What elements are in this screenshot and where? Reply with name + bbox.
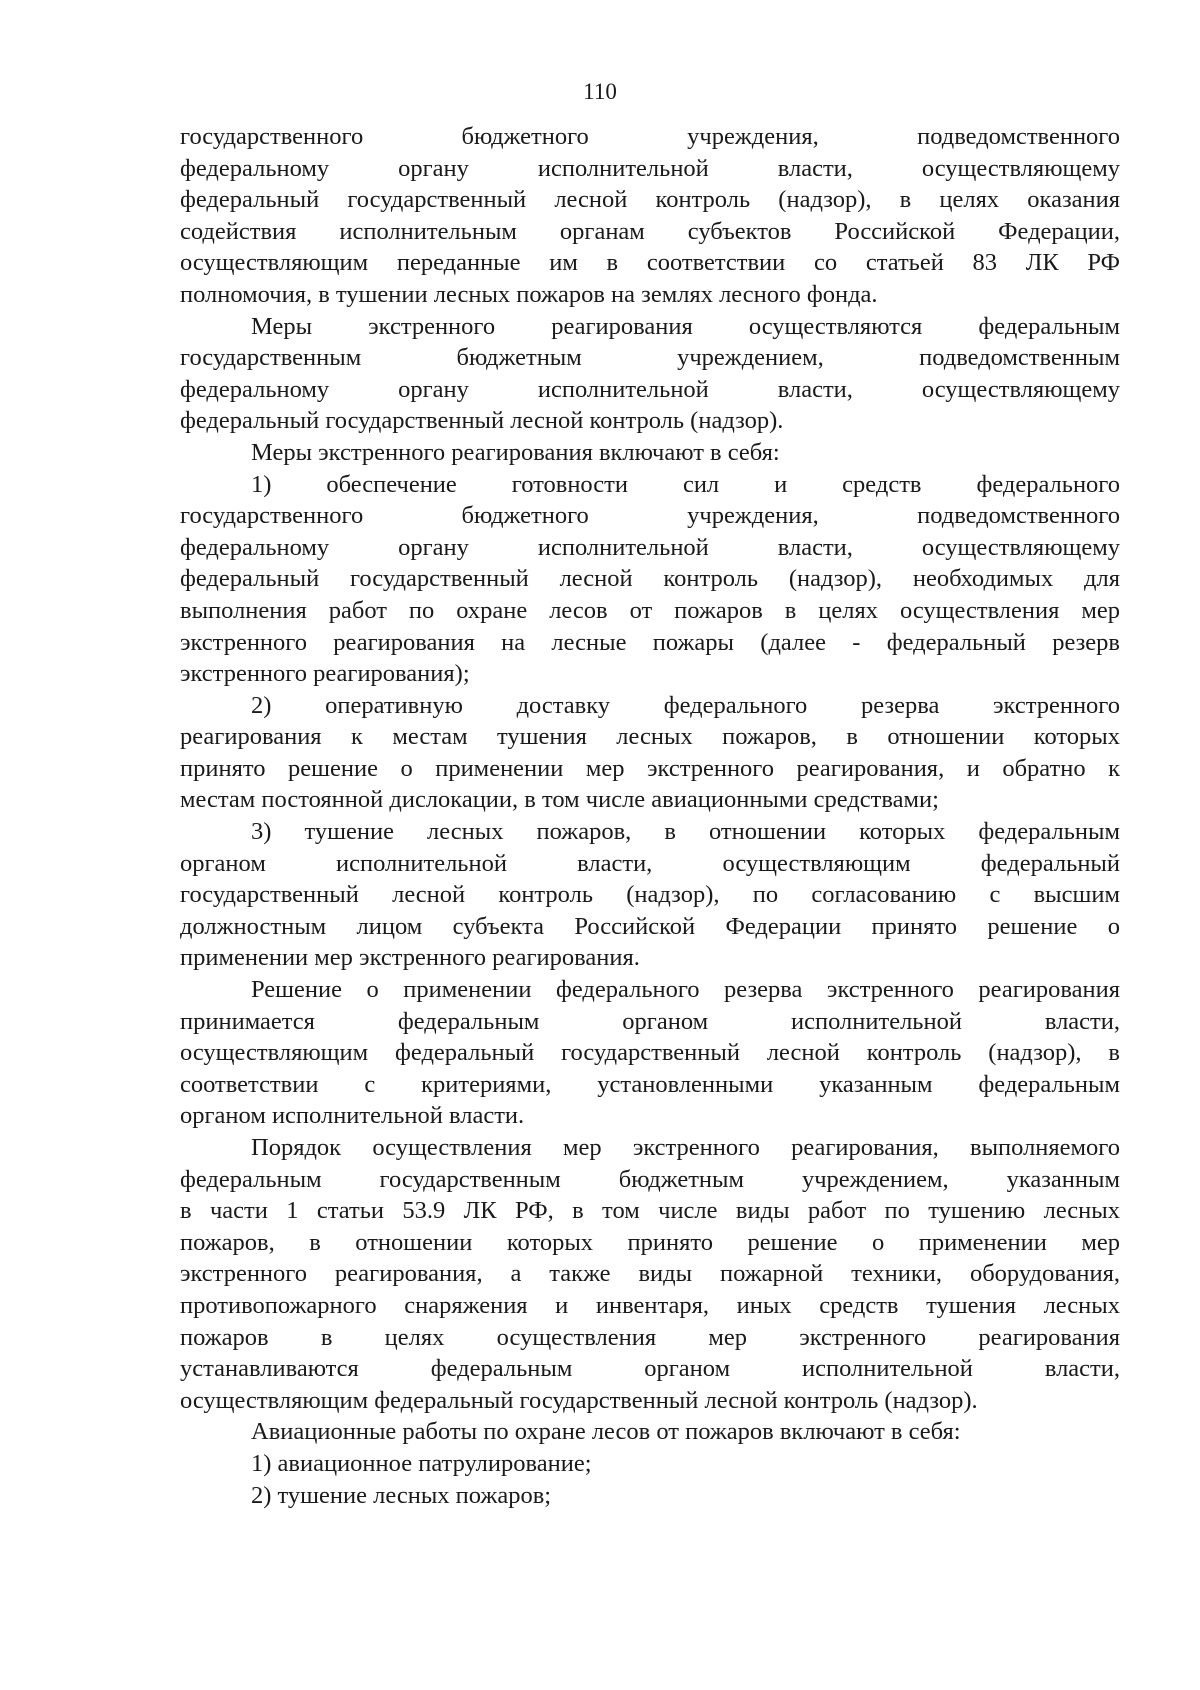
text-line: государственного бюджетного учреждения, подведомственного [180, 123, 1120, 150]
text-line: федеральным государственным бюджетным учреждением, указанным [180, 1165, 1120, 1193]
text-line: органом исполнительной власти, осуществляющим федеральный [180, 849, 1120, 877]
text-line: принято решение о применении мер экстренного реагирования, и обратно к [180, 754, 1120, 782]
text-line: должностным лицом субъекта Российской Федерации принято решение о [180, 912, 1120, 940]
text-line: экстренного реагирования); [180, 660, 470, 688]
text-line: содействия исполнительным органам субъектов Российской Федерации, [180, 217, 1120, 245]
text-line: осуществляющим федеральный государственный лесной контроль (надзор), в [180, 1039, 1120, 1067]
text-line: пожаров в целях осуществления мер экстренного реагирования [180, 1323, 1120, 1351]
text-line: федеральный государственный лесной контроль (надзор), необходимых для [180, 565, 1120, 593]
text-line: Решение о применении федерального резерва экстренного реагирования [251, 976, 1120, 1004]
text-line: экстренного реагирования на лесные пожары (далее - федеральный резерв [180, 628, 1120, 656]
text-line: федеральный государственный лесной контроль (надзор), в целях оказания [180, 186, 1120, 214]
text-line: выполнения работ по охране лесов от пожаров в целях осуществления мер [180, 596, 1120, 624]
text-line: Меры экстренного реагирования осуществляются федеральным [251, 312, 1120, 340]
text-line: федеральному органу исполнительной власти, осуществляющему [180, 154, 1120, 182]
text-line: 1) авиационное патрулирование; [251, 1449, 592, 1477]
text-line: органом исполнительной власти. [180, 1102, 525, 1130]
text-line: государственный лесной контроль (надзор), по согласованию с высшим [180, 881, 1120, 909]
text-line: осуществляющим федеральный государственный лесной контроль (надзор). [180, 1386, 978, 1414]
text-line: 1) обеспечение готовности сил и средств федерального [251, 470, 1120, 498]
text-line: федеральному органу исполнительной власти, осуществляющему [180, 533, 1120, 561]
text-line: устанавливаются федеральным органом исполнительной власти, [180, 1355, 1120, 1383]
text-line: государственным бюджетным учреждением, подведомственным [180, 344, 1120, 372]
document-body [180, 121, 1120, 1511]
text-line: местам постоянной дислокации, в том числе авиационными средствами; [180, 786, 939, 814]
page-number: 110 [583, 79, 617, 104]
text-line: осуществляющим переданные им в соответствии со статьей 83 ЛК РФ [180, 249, 1120, 277]
text-line: 3) тушение лесных пожаров, в отношении которых федеральным [251, 818, 1120, 846]
text-line: 2) тушение лесных пожаров; [251, 1481, 552, 1509]
text-line: соответствии с критериями, установленными указанным федеральным [180, 1070, 1120, 1098]
text-line: применении мер экстренного реагирования. [180, 944, 640, 972]
text-line: Порядок осуществления мер экстренного реагирования, выполняемого [251, 1134, 1120, 1161]
text-line: государственного бюджетного учреждения, подведомственного [180, 502, 1120, 530]
text-line: полномочия, в тушении лесных пожаров на землях лесного фонда. [180, 280, 878, 308]
text-line: 2) оперативную доставку федерального резерва экстренного [251, 691, 1120, 719]
text-line: Авиационные работы по охране лесов от пожаров включают в себя: [251, 1418, 961, 1446]
text-line: принимается федеральным органом исполнительной власти, [180, 1007, 1120, 1035]
text-line: в части 1 статьи 53.9 ЛК РФ, в том числе виды работ по тушению лесных [180, 1197, 1120, 1225]
text-line: Меры экстренного реагирования включают в себя: [251, 438, 780, 466]
text-line: федеральному органу исполнительной власти, осуществляющему [180, 375, 1120, 403]
text-line: противопожарного снаряжения и инвентаря, иных средств тушения лесных [180, 1291, 1120, 1319]
text-line: пожаров, в отношении которых принято решение о применении мер [180, 1228, 1120, 1256]
text-line: экстренного реагирования, а также виды пожарной техники, оборудования, [180, 1260, 1120, 1288]
text-line: реагирования к местам тушения лесных пожаров, в отношении которых [180, 723, 1120, 751]
text-line: федеральный государственный лесной контроль (надзор). [180, 407, 784, 435]
